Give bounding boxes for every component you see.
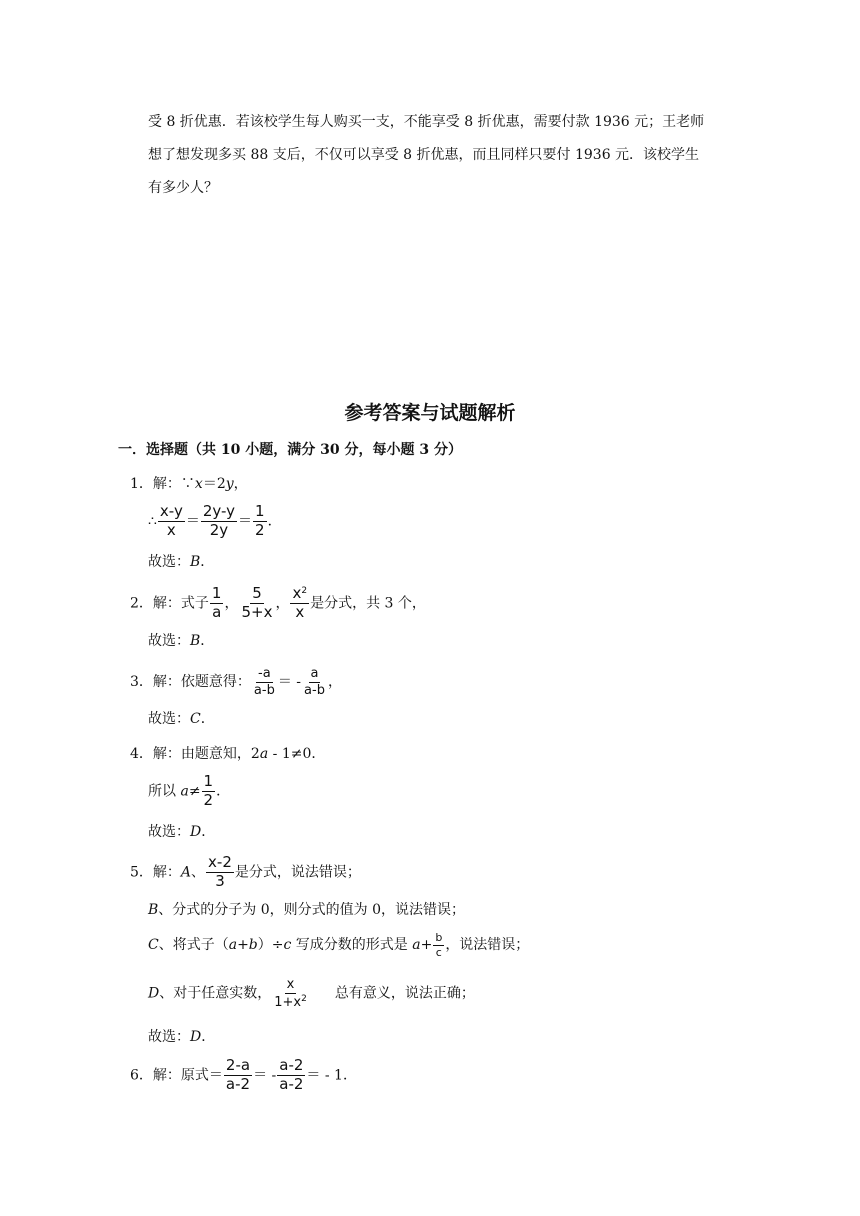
q1-line-1 (130, 477, 248, 491)
q1-cond: ＝2 (202, 476, 226, 492)
q2-fraction-3: $\frac{x^2}{x}$ (292, 584, 308, 621)
q3-line-1: 3．解：依题意得： $\frac{-a}{a-b}$ ＝ - $\frac{a}{a-b}$ ， (130, 666, 342, 698)
q5-fraction-a: $\frac{x-2}{3}$ (208, 853, 232, 890)
q5-line-d: D、对于任意实数， $\frac{x}{1+x^2}$ 总有意义，说法正确； (148, 977, 475, 1010)
problem-line-1: 受 8 折优惠．若该校学生每人购买一支，不能享受 8 折优惠，需要付款 1936 元；王老师 (148, 114, 705, 130)
problem-line-2: 想了想发现多买 88 支后，不仅可以享受 8 折优惠，而且同样只要付 1936 元．该校学生 (148, 147, 700, 163)
q5-line-b: B、分式的分子为 0，则分式的值为 0，说法错误； (148, 902, 466, 918)
q2-rest: 是分式，共 3 个， (310, 595, 426, 612)
q1-fraction-3: $\frac{1}{2}$ (255, 502, 265, 539)
q3-fraction-2: $\frac{a}{a-b}$ (304, 666, 325, 698)
q2-line-1: 2．解：式子 $\frac{1}{a}$ ， $\frac{5}{5+x}$ ， $\frac{x^2}{x}$ 是分式，共 3 个， (130, 584, 426, 621)
q4-line-1: 4．解：由题意知，2a - 1≠0． (130, 746, 326, 762)
q5-fraction-d: $\frac{x}{1+x^2}$ (274, 977, 307, 1010)
q5-fraction-c: $\frac{b}{c}$ (435, 931, 443, 959)
q2-prefix: 2．解：式子 (130, 595, 209, 612)
q5-line-c: C、将式子（a+b）÷c 写成分数的形式是 a+ $\frac{b}{c}$ ，说法错误； (148, 931, 530, 959)
q6-line-1: 6．解：原式＝ $\frac{2-a}{a-2}$ ＝ - $\frac{a-2}{a-2}$ ＝ - 1． (130, 1056, 357, 1093)
q1-line-2 (148, 504, 282, 539)
problem-line-3: 有多少人？ (148, 180, 218, 196)
q3-answer: 故选：C． (148, 711, 215, 727)
q6-fraction-2: $\frac{a-2}{a-2}$ (279, 1056, 304, 1093)
q4-answer: 故选：D． (148, 824, 216, 840)
q5-answer: 故选：D． (148, 1029, 216, 1045)
q1-fraction-2: $\frac{2y-y}{2y}$ (202, 502, 236, 539)
q2-answer: 故选：B． (148, 633, 215, 649)
therefore-symbol: ∴ (148, 513, 157, 530)
q1-fraction-1: $\frac{x-y}{x}$ (159, 502, 183, 539)
q1-answer: 故选：B． (148, 554, 215, 570)
q6-fraction-1: $\frac{2-a}{a-2}$ (225, 1056, 251, 1093)
section-heading: 一．选择题（共 10 小题，满分 30 分，每小题 3 分） (118, 442, 462, 458)
q4-fraction: $\frac{1}{2}$ (203, 772, 214, 809)
q2-fraction-2: $\frac{5}{5+x}$ (241, 584, 273, 621)
period: ． (267, 513, 282, 530)
q2-fraction-1: $\frac{1}{a}$ (211, 584, 222, 621)
q3-fraction-1: $\frac{-a}{a-b}$ (253, 666, 275, 698)
q1-var-x: x (194, 476, 203, 492)
q3-prefix: 3．解：依题意得： (130, 674, 251, 691)
q1-var-y: y (225, 476, 234, 492)
equals: ＝ (238, 513, 253, 530)
q4-line-2: 所以 a≠ $\frac{1}{2}$ ． (148, 772, 231, 809)
q1-prefix: 1．解：∵ (130, 476, 195, 492)
q5-line-a: 5．解：A、 $\frac{x-2}{3}$ 是分式，说法错误； (130, 853, 361, 890)
answer-title: 参考答案与试题解析 (344, 402, 516, 424)
equals: ＝ (185, 513, 200, 530)
q1-cond-end: ， (233, 476, 248, 492)
